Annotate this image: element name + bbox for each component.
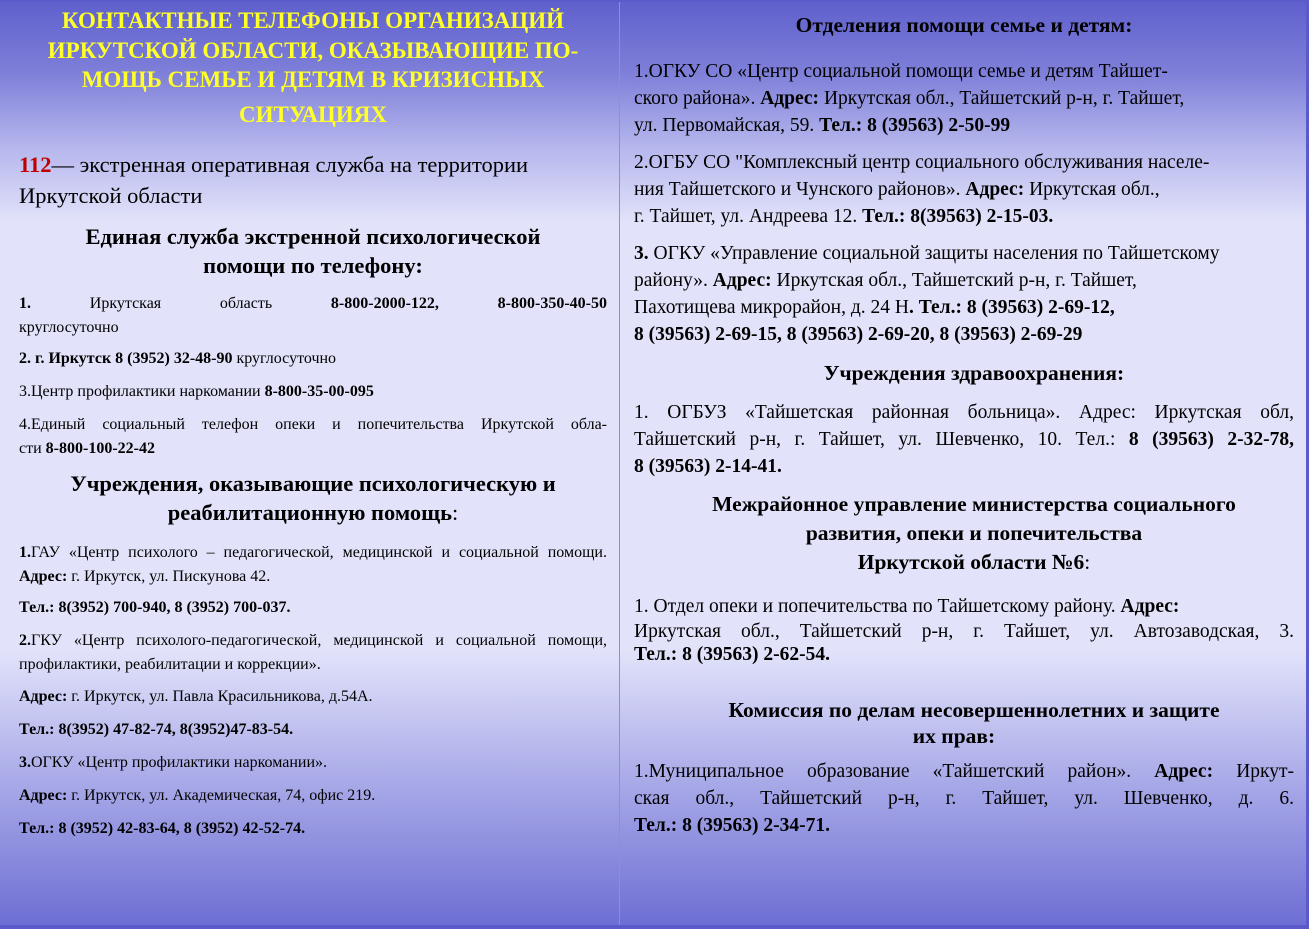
rehab-item-1-phone: Тел.: 8(3952) 700-940, 8 (3952) 700-037. <box>19 599 291 616</box>
emergency-number: 112 <box>19 152 52 177</box>
heading-line: Единая служба экстренной психологической <box>85 224 541 249</box>
heading-line: их прав: <box>912 724 996 748</box>
top-border <box>0 0 1309 2</box>
family-item-3: 3. ОГКУ «Управление социальной защиты населения по Тайшетскому району». Адрес: Иркутская обл., Тайшетский р-н, г. Тайшет, Пахотищева микрорайон, д. 24 Н. Тел.: 8 (39563) 2-69-12, 8 (39563) 2-69-15, 8 (39563) 2-69-20, 8 (39563) 2-69-29 <box>634 243 1220 345</box>
hotline-item-2: 2. г. Иркутск 8 (3952) 32-48-90 круглосуточно <box>19 350 337 367</box>
hotline-item-3: 3.Центр профилактики наркомании 8-800-35-00-095 <box>19 383 374 400</box>
bottom-border <box>0 925 1309 929</box>
commission-heading <box>634 697 1309 748</box>
rehab-item-3-phone: Тел.: 8 (3952) 42-83-64, 8 (3952) 42-52-74. <box>19 820 306 837</box>
rehab-item-2-address: Адрес: г. Иркутск, ул. Павла Красильникова, д.54А. <box>19 688 373 705</box>
heading-line: развития, опеки и попечительства <box>805 521 1143 545</box>
family-heading: Отделения помощи семье и детям: <box>795 13 1133 37</box>
emergency-text: — экстренная оперативная служба на территории <box>51 152 529 177</box>
emergency-text: Иркутской области <box>19 183 203 208</box>
title-line: СИТУАЦИЯХ <box>239 101 387 127</box>
rehab-item-1: 1.ГАУ «Центр психолого – педагогической, медицинской и социальной помощи. Адрес: г. Иркутск, ул. Пискунова 42. <box>19 544 607 585</box>
family-item-2: 2.ОГБУ СО "Комплексный центр социального обслуживания населе- ния Тайшетского и Чунского районов». Адрес: Иркутская обл., г. Тайшет, ул. Андреева 12. Тел.: 8(39563) 2-15-03. <box>634 152 1210 227</box>
heading-line: Иркутской области №6 <box>857 550 1085 574</box>
heading-line: реабилитационную помощь <box>167 500 452 525</box>
rehab-item-3-address: Адрес: г. Иркутск, ул. Академическая, 74, офис 219. <box>19 787 376 804</box>
heading-line: помощи по телефону: <box>203 253 423 278</box>
rehab-item-2-phone: Тел.: 8(3952) 47-82-74, 8(3952)47-83-54. <box>19 721 294 738</box>
hotline-item-1: 1. Иркутская область 8-800-2000-122, 8-800-350-40-50 круглосуточно <box>19 295 607 336</box>
title-line: МОЩЬ СЕМЬЕ И ДЕТЯМ В КРИЗИСНЫХ <box>81 67 545 92</box>
ministry-item-1: 1. Отдел опеки и попечительства по Тайшетскому району. Адрес: Иркутская обл., Тайшетский р-н, г. Тайшет, ул. Автозаводская, 3. Тел.: 8 (39563) 2-62-54. <box>634 596 1294 665</box>
heading-line: Учреждения, оказывающие психологическую и <box>70 471 556 496</box>
family-item-1: 1.ОГКУ СО «Центр социальной помощи семье и детям Тайшет- ского района». Адрес: Иркутская обл., Тайшетский р-н, г. Тайшет, ул. Первомайская, 59. Тел.: 8 (39563) 2-50-99 <box>634 61 1185 136</box>
rehab-heading: Учреждения, оказывающие психологическую и реабилитационную помощь: <box>18 469 608 527</box>
heading-line: Межрайонное управление министерства социального <box>712 492 1236 516</box>
hotline-item-4: 4.Единый социальный телефон опеки и попечительства Иркутской обла- сти 8-800-100-22-42 <box>19 416 607 457</box>
heading-line: Комиссия по делам несовершеннолетних и защите <box>728 698 1220 722</box>
emergency-112 <box>19 149 611 211</box>
page-title <box>18 6 608 129</box>
rehab-item-2: 2.ГКУ «Центр психолого-педагогической, медицинской и социальной помощи, профилактики, реабилитации и коррекции». <box>19 632 607 673</box>
psych-hotline-heading <box>18 222 608 280</box>
health-item-1: 1. ОГБУЗ «Тайшетская районная больница». Адрес: Иркутская обл, Тайшетский р-н, г. Тайшет, ул. Шевченко, 10. Тел.: 8 (39563) 2-32-78, 8 (39563) 2-14-41. <box>634 402 1294 477</box>
commission-item-1: 1.Муниципальное образование «Тайшетский район». Адрес: Иркут- ская обл., Тайшетский р-н, г. Тайшет, ул. Шевченко, д. 6. Тел.: 8 (39563) 2-34-71. <box>634 761 1294 836</box>
title-line: КОНТАКТНЫЕ ТЕЛЕФОНЫ ОРГАНИЗАЦИЙ <box>61 8 565 33</box>
title-line: ИРКУТСКОЙ ОБЛАСТИ, ОКАЗЫВАЮЩИЕ ПО- <box>47 37 579 63</box>
ministry-heading: Межрайонное управление министерства социального развития, опеки и попечительства Иркутской области №6: <box>634 490 1309 577</box>
health-heading: Учреждения здравоохранения: <box>823 361 1125 385</box>
rehab-item-3: 3.ОГКУ «Центр профилактики наркомании». <box>19 754 328 771</box>
